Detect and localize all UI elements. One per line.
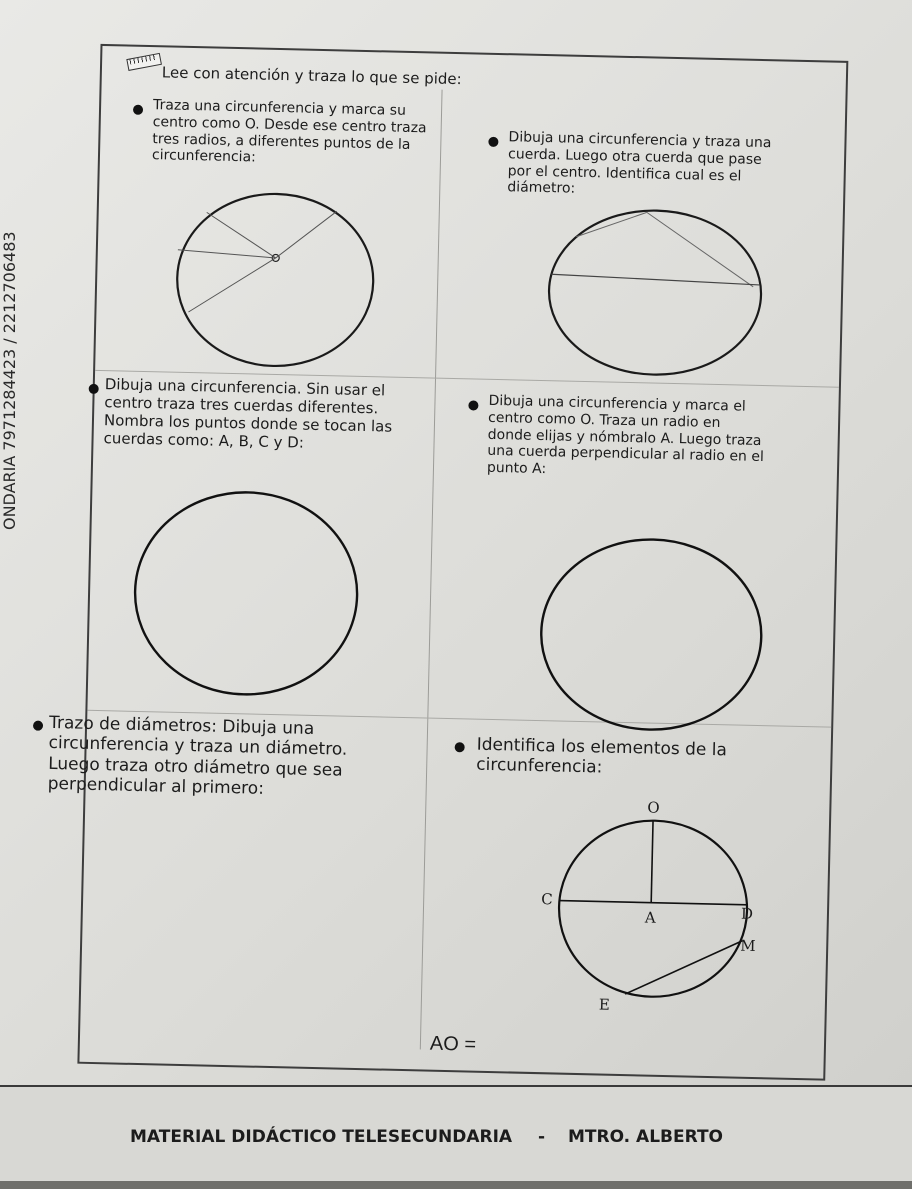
footer-left-text: MATERIAL DIDÁCTICO TELESECUNDARIA	[130, 1127, 513, 1147]
exercise-2-drawing	[543, 208, 767, 383]
exercise-3-text: Dibuja una circunferencia. Sin usar el centro traza tres cuerdas diferentes. Nombra los puntos donde se tocan las cuerdas como: A, B, C y D:	[103, 375, 393, 452]
exercise-4-drawing	[537, 534, 767, 739]
bullet-5	[33, 721, 43, 731]
exercise-5-text: Trazo de diámetros: Dibuja una circunferencia y traza un diámetro. Luego traza otro diámetro que sea perpendicular al primero:	[47, 712, 348, 799]
label-c: C	[541, 890, 553, 909]
exercise-1-drawing	[173, 190, 377, 374]
footer-separator: -	[538, 1127, 546, 1147]
footer-right-text: MTRO. ALBERTO	[568, 1127, 723, 1147]
label-e: E	[598, 995, 611, 1014]
label-m: M	[740, 936, 756, 956]
label-a: A	[644, 908, 656, 927]
margin-phone-code: ONDARIA 7971284423 / 2212706483	[0, 231, 19, 530]
instruction-text: Lee con atención y traza lo que se pide:	[161, 63, 462, 89]
exercise-4-text: Dibuja una circunferencia y marca el centro como O. Traza un radio en donde elijas y nómbralo A. Luego traza una cuerda perpendicular al radio en el punto A:	[486, 392, 765, 478]
exercise-6-text: Identifica los elementos de la circunferencia:	[476, 734, 728, 778]
footer-bar	[0, 1085, 912, 1181]
label-d: D	[740, 904, 754, 923]
exercise-3-drawing	[130, 487, 363, 702]
exercise-2-text: Dibuja una circunferencia y traza una cuerda. Luego otra cuerda que pase por el centro. Identifica cual es el diámetro:	[507, 129, 772, 198]
ao-answer-prompt: AO =	[429, 1032, 477, 1056]
label-o: O	[647, 798, 660, 817]
exercise-1-text: Traza una circunferencia y marca su centro como O. Desde ese centro traza tres radios, a diferentes puntos de la circunferencia:	[151, 97, 427, 166]
